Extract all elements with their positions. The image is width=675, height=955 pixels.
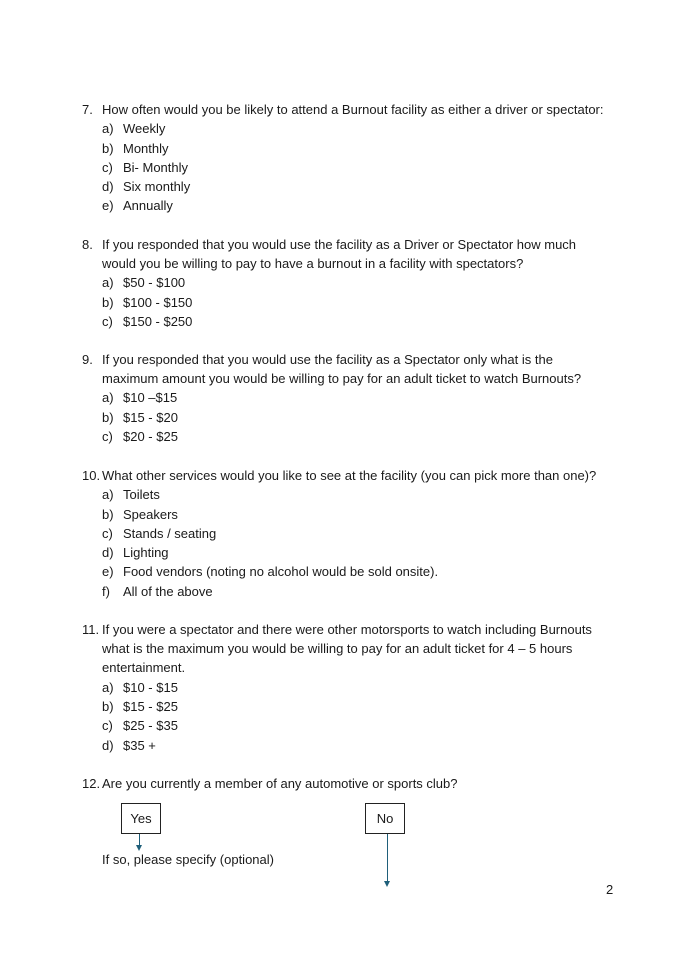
question-9 — [82, 350, 622, 446]
option-text: Six monthly — [123, 179, 191, 195]
option-item[interactable] — [82, 139, 622, 158]
option-item[interactable] — [82, 543, 622, 562]
no-arrow-line — [387, 834, 388, 882]
option-item[interactable] — [82, 119, 622, 138]
option-item[interactable] — [82, 697, 622, 716]
yes-box[interactable]: Yes — [121, 803, 161, 834]
option-item[interactable] — [82, 388, 622, 407]
option-letter: a) — [102, 679, 114, 695]
option-item[interactable] — [82, 293, 622, 312]
option-text: $10 - $15 — [123, 679, 178, 695]
option-text: All of the above — [123, 583, 213, 599]
option-text: $15 - $25 — [123, 698, 178, 714]
question-number: 9. — [82, 352, 93, 367]
option-list — [82, 273, 622, 331]
yes-arrow-head-icon — [136, 845, 142, 851]
option-letter: a) — [102, 390, 114, 406]
option-letter: d) — [102, 545, 114, 561]
question-text: Are you currently a member of any automotive or sports club? — [102, 776, 458, 791]
option-item[interactable] — [82, 678, 622, 697]
question-12 — [82, 774, 622, 793]
option-letter: a) — [102, 487, 114, 503]
question-10 — [82, 466, 622, 601]
option-letter: c) — [102, 718, 113, 734]
question-7 — [82, 100, 622, 216]
option-letter: b) — [102, 409, 114, 425]
option-text: $150 - $250 — [123, 314, 193, 329]
option-item[interactable] — [82, 312, 622, 331]
option-list — [82, 485, 622, 601]
option-text: Annually — [123, 198, 173, 214]
option-letter: a) — [102, 275, 114, 291]
option-text: $15 - $20 — [123, 409, 178, 425]
option-letter: d) — [102, 179, 114, 195]
option-text: $100 - $150 — [123, 294, 193, 310]
option-letter: e) — [102, 564, 114, 580]
no-box[interactable]: No — [365, 803, 405, 834]
option-letter: c) — [102, 159, 113, 175]
option-item[interactable] — [82, 524, 622, 543]
option-item[interactable] — [82, 196, 622, 215]
option-item[interactable] — [82, 158, 622, 177]
question-number: 10. — [82, 468, 101, 483]
option-text: $25 - $35 — [123, 718, 178, 734]
question-number: 11. — [82, 622, 100, 637]
option-text: Bi- Monthly — [123, 159, 189, 175]
question-text: If you responded that you would use the facility as a Driver or Spectator how much would you be willing to pay to have a burnout in a facility with spectators? — [102, 237, 577, 272]
option-item[interactable] — [82, 177, 622, 196]
option-text: Monthly — [123, 140, 169, 156]
option-item[interactable] — [82, 582, 622, 601]
option-item[interactable] — [82, 408, 622, 427]
option-text: $10 –$15 — [123, 390, 178, 406]
option-letter: a) — [102, 121, 114, 137]
question-8 — [82, 235, 622, 331]
option-letter: b) — [102, 506, 114, 522]
option-item[interactable] — [82, 427, 622, 446]
option-letter: e) — [102, 198, 114, 214]
question-number: 8. — [82, 237, 93, 252]
option-item[interactable] — [82, 562, 622, 581]
option-letter: b) — [102, 294, 114, 310]
option-item[interactable] — [82, 505, 622, 524]
option-letter: b) — [102, 140, 114, 156]
no-arrow-head-icon — [384, 881, 390, 887]
option-letter: d) — [102, 737, 114, 753]
option-text: $35 + — [123, 737, 156, 753]
option-text: $50 - $100 — [123, 275, 186, 291]
option-item[interactable] — [82, 273, 622, 292]
question-11 — [82, 620, 622, 755]
question-text: What other services would you like to see at the facility (you can pick more than one)? — [102, 468, 597, 483]
page-number: 2 — [606, 882, 614, 897]
option-text: Weekly — [123, 121, 166, 137]
option-text: Speakers — [123, 506, 178, 522]
option-list — [82, 678, 622, 755]
option-text: Stands / seating — [123, 525, 217, 541]
specify-label: If so, please specify (optional) — [102, 852, 274, 867]
option-item[interactable] — [82, 716, 622, 735]
option-text: Food vendors (noting no alcohol would be sold onsite). — [123, 564, 439, 580]
option-letter: b) — [102, 698, 114, 714]
question-text: If you were a spectator and there were other motorsports to watch including Burnouts what is the maximum you would be willing to pay for an adult ticket for 4 – 5 hours entertainment. — [102, 622, 592, 676]
option-text: Lighting — [123, 545, 169, 561]
question-number: 7. — [82, 102, 93, 117]
option-text: $20 - $25 — [123, 429, 178, 444]
question-text: If you responded that you would use the facility as a Spectator only what is the maximum amount you would be willing to pay for an adult ticket to watch Burnouts? — [102, 352, 582, 387]
option-letter: f) — [102, 583, 110, 599]
option-item[interactable] — [82, 736, 622, 755]
option-list — [82, 388, 622, 446]
option-text: Toilets — [123, 487, 160, 503]
option-letter: c) — [102, 314, 113, 329]
option-list — [82, 119, 622, 215]
question-number: 12. — [82, 776, 101, 791]
question-text: How often would you be likely to attend a Burnout facility as either a driver or spectator: — [102, 102, 604, 117]
option-letter: c) — [102, 525, 113, 541]
option-item[interactable] — [82, 485, 622, 504]
option-letter: c) — [102, 429, 113, 444]
